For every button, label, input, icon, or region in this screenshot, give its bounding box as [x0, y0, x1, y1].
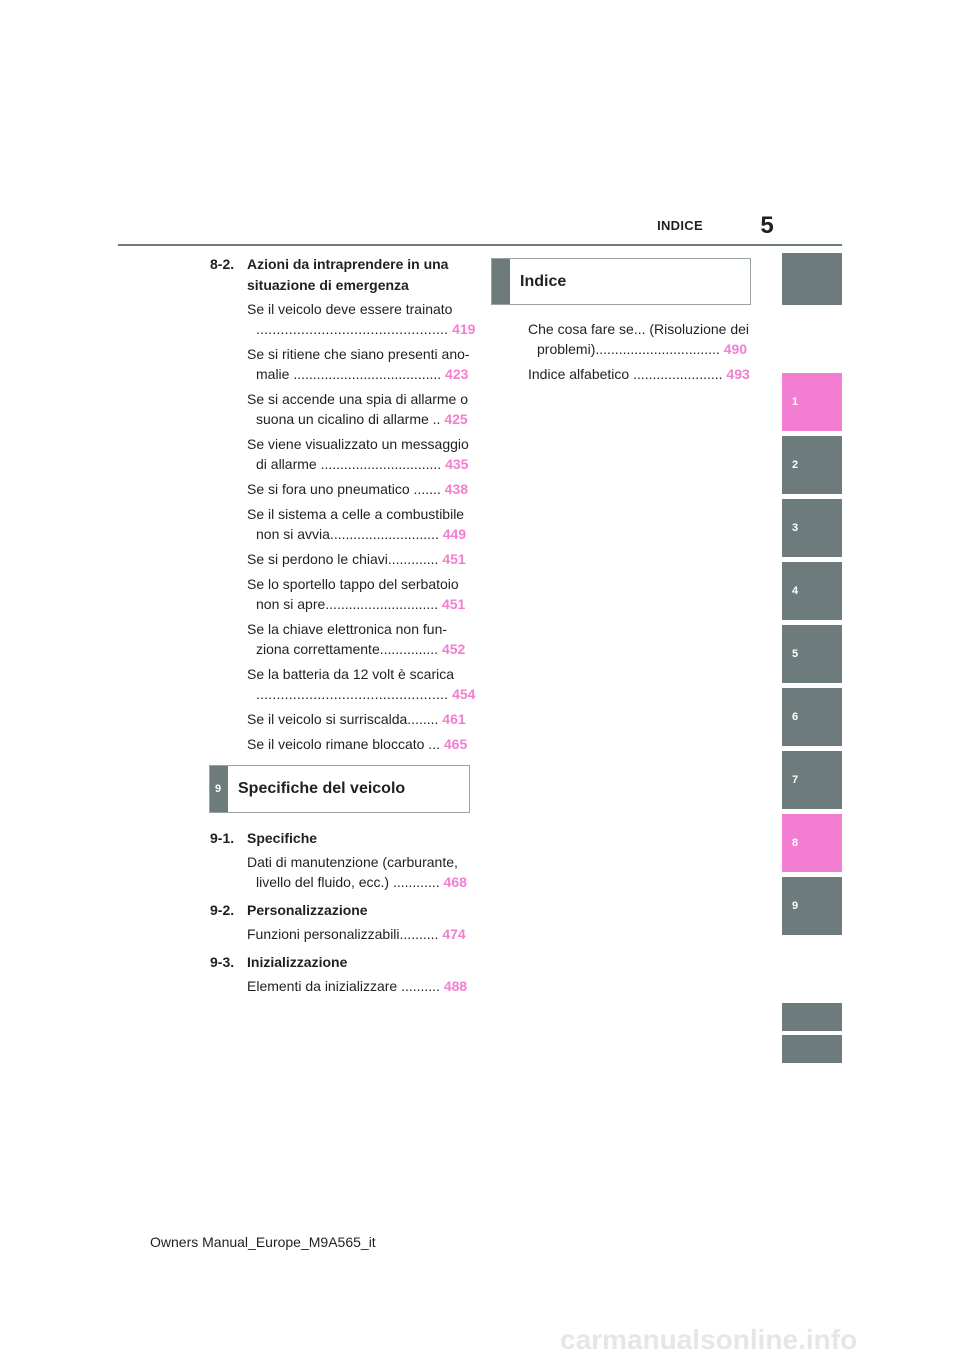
section-8-2-number: 8-2. [210, 256, 235, 272]
section-9-3-number: 9-3. [210, 954, 235, 970]
toc-page-link[interactable]: 493 [726, 366, 750, 382]
toc-entry-celle-combustibile[interactable]: Se il sistema a celle a combustibile [247, 506, 465, 522]
indice-header-box[interactable] [491, 258, 751, 305]
footer-document-id: Owners Manual_Europe_M9A565_it [150, 1234, 376, 1250]
toc-page-link[interactable]: 461 [442, 711, 466, 727]
toc-page-link[interactable]: 452 [441, 641, 466, 657]
section-9-1-number: 9-1. [210, 830, 235, 846]
tab-chapter-6[interactable] [782, 688, 842, 746]
tab-chapter-4[interactable] [782, 562, 842, 620]
toc-entry-risoluzione-problemi[interactable]: Che cosa fare se... (Risoluzione dei [528, 321, 749, 337]
section-9-3-title: Inizializzazione [247, 954, 348, 970]
tab-chapter-9[interactable] [782, 877, 842, 935]
toc-entry-text: di allarme ............................... [256, 456, 442, 472]
toc-entry-pneumatico[interactable]: Se si fora uno pneumatico ....... [247, 481, 441, 497]
chapter-9-number: 9 [215, 783, 222, 795]
header-title: INDICE [657, 218, 703, 233]
toc-page-link[interactable]: 435 [445, 456, 469, 472]
toc-leader: ............................................... [256, 686, 449, 702]
toc-page-link[interactable]: 423 [445, 366, 469, 382]
section-9-2-title: Personalizzazione [247, 902, 368, 918]
toc-entry-sportello-serbatoio[interactable]: Se lo sportello tappo del serbatoio [247, 576, 459, 592]
header-divider [118, 244, 842, 246]
toc-entry-indice-alfabetico[interactable]: Indice alfabetico ....................... [528, 366, 723, 382]
tab-label: 6 [792, 711, 799, 723]
section-8-2-title-line2: situazione di emergenza [247, 277, 409, 293]
toc-page-link[interactable]: 454 [452, 686, 476, 702]
tab-label: 5 [792, 648, 799, 660]
toc-page-link[interactable]: 419 [452, 321, 476, 337]
tab-blank-top[interactable] [782, 253, 842, 305]
tab-label: 4 [792, 585, 799, 597]
tab-label: 3 [792, 522, 799, 534]
tab-chapter-1[interactable] [782, 373, 842, 431]
toc-entry-dati-manutenzione[interactable]: Dati di manutenzione (carburante, [247, 854, 458, 870]
toc-entry-text: malie ...................................... [256, 366, 442, 382]
toc-entry-text: livello del fluido, ecc.) ............ [256, 874, 440, 890]
toc-page-link[interactable]: 451 [442, 551, 466, 567]
watermark: carmanualsonline.info [560, 1324, 858, 1355]
toc-page-link[interactable]: 468 [443, 874, 467, 890]
toc-page-link[interactable]: 474 [442, 926, 466, 942]
toc-entry-bloccato[interactable]: Se il veicolo rimane bloccato ... [247, 736, 440, 752]
toc-page-link[interactable]: 438 [444, 481, 469, 497]
tab-chapter-7[interactable] [782, 751, 842, 809]
indice-title: Indice [520, 272, 567, 290]
toc-entry-funzioni-personalizzabili[interactable]: Funzioni personalizzabili.......... [247, 926, 439, 942]
section-8-2-title-line1: Azioni da intraprendere in una [247, 256, 449, 272]
toc-entry-batteria[interactable]: Se la batteria da 12 volt è scarica [247, 666, 455, 682]
toc-page-link[interactable]: 490 [723, 341, 748, 357]
toc-page-link[interactable]: 451 [441, 596, 466, 612]
toc-entry-text: suona un cicalino di allarme .. [256, 411, 441, 427]
indice-strip [492, 259, 510, 304]
toc-entry-messaggio[interactable]: Se viene visualizzato un messaggio [247, 436, 469, 452]
tab-chapter-2[interactable] [782, 436, 842, 494]
toc-entry-elementi-inizializzare[interactable]: Elementi da inizializzare .......... [247, 978, 440, 994]
toc-entry-text: ziona correttamente............... [256, 641, 439, 657]
toc-entry-spia-allarme[interactable]: Se si accende una spia di allarme o [247, 391, 469, 407]
tab-label: 2 [792, 459, 799, 471]
tab-blank-bottom-2[interactable] [782, 1035, 842, 1063]
tab-label: 8 [792, 837, 799, 849]
toc-page-link[interactable]: 488 [443, 978, 468, 994]
toc-entry-text: non si avvia............................ [256, 526, 439, 542]
toc-entry-text: problemi)................................ [537, 341, 720, 357]
toc-entry-chiave-elettronica[interactable]: Se la chiave elettronica non fun- [247, 621, 448, 637]
tab-chapter-5[interactable] [782, 625, 842, 683]
toc-page-link[interactable]: 449 [442, 526, 467, 542]
tab-label: 7 [792, 774, 799, 786]
toc-entry-text: non si apre............................. [256, 596, 439, 612]
toc-entry-traino[interactable]: Se il veicolo deve essere trainato [247, 301, 453, 317]
toc-entry-anomalie[interactable]: Se si ritiene che siano presenti ano- [247, 346, 470, 362]
tab-label: 1 [792, 396, 799, 408]
chapter-9-strip [210, 766, 228, 812]
toc-entry-surriscalda[interactable]: Se il veicolo si surriscalda........ [247, 711, 439, 727]
section-9-1-title: Specifiche [247, 830, 318, 846]
section-9-2-number: 9-2. [210, 902, 235, 918]
chapter-9-title: Specifiche del veicolo [238, 780, 406, 797]
page-number: 5 [760, 212, 774, 239]
toc-page-link[interactable]: 465 [443, 736, 468, 752]
toc-leader: ............................................... [256, 321, 449, 337]
tab-blank-bottom-1[interactable] [782, 1003, 842, 1031]
tab-chapter-8[interactable] [782, 814, 842, 872]
toc-entry-chiavi[interactable]: Se si perdono le chiavi............. [247, 551, 439, 567]
toc-page-link[interactable]: 425 [444, 411, 468, 427]
tab-label: 9 [792, 900, 799, 912]
chapter-9-header-box[interactable] [209, 765, 470, 813]
tab-chapter-3[interactable] [782, 499, 842, 557]
